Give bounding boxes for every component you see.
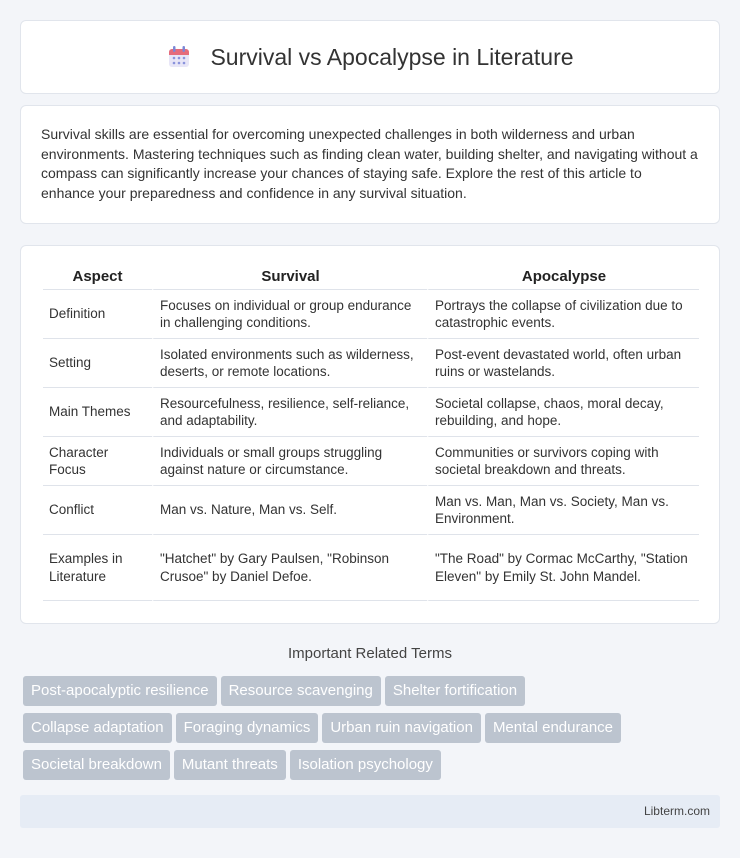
related-term-tag[interactable]: Foraging dynamics xyxy=(176,713,319,743)
footer-site-link[interactable]: Libterm.com xyxy=(643,804,710,818)
calendar-icon xyxy=(166,44,192,70)
survival-cell: Resourcefulness, resilience, self-reliance, and adaptability. xyxy=(152,388,427,437)
related-term-tag[interactable]: Shelter fortification xyxy=(385,676,525,706)
page-title: Survival vs Apocalypse in Literature xyxy=(210,43,574,70)
apocalypse-cell: Societal collapse, chaos, moral decay, rebuilding, and hope. xyxy=(427,388,699,437)
related-term-tag[interactable]: Mutant threats xyxy=(174,750,286,780)
table-row xyxy=(43,339,699,388)
related-term-tag[interactable]: Societal breakdown xyxy=(23,750,170,780)
table-row xyxy=(43,290,699,339)
apocalypse-cell: "The Road" by Cormac McCarthy, "Station Eleven" by Emily St. John Mandel. xyxy=(427,535,699,601)
related-terms-title: Important Related Terms xyxy=(288,645,452,662)
apocalypse-cell: Man vs. Man, Man vs. Society, Man vs. Environment. xyxy=(427,486,699,535)
aspect-cell: Examples in Literature xyxy=(43,535,152,601)
header-survival: Survival xyxy=(152,266,427,290)
header-card xyxy=(20,20,720,94)
aspect-cell: Main Themes xyxy=(43,388,152,437)
related-terms-list xyxy=(23,676,723,787)
apocalypse-cell: Post-event devastated world, often urban ruins or wastelands. xyxy=(427,339,699,388)
table-header-row xyxy=(43,266,699,290)
apocalypse-cell: Communities or survivors coping with societal breakdown and threats. xyxy=(427,437,699,486)
comparison-card xyxy=(20,245,720,624)
related-term-tag[interactable]: Mental endurance xyxy=(485,713,621,743)
related-term-tag[interactable]: Collapse adaptation xyxy=(23,713,172,743)
comparison-table xyxy=(43,266,699,601)
aspect-cell: Character Focus xyxy=(43,437,152,486)
table-row xyxy=(43,535,699,601)
table-row xyxy=(43,437,699,486)
related-term-tag[interactable]: Resource scavenging xyxy=(221,676,381,706)
header-apocalypse: Apocalypse xyxy=(427,266,699,290)
survival-cell: Man vs. Nature, Man vs. Self. xyxy=(152,486,427,535)
aspect-cell: Definition xyxy=(43,290,152,339)
related-term-tag[interactable]: Post-apocalyptic resilience xyxy=(23,676,217,706)
apocalypse-cell: Portrays the collapse of civilization due to catastrophic events. xyxy=(427,290,699,339)
survival-cell: Isolated environments such as wilderness, deserts, or remote locations. xyxy=(152,339,427,388)
related-term-tag[interactable]: Isolation psychology xyxy=(290,750,441,780)
intro-card xyxy=(20,105,720,224)
related-term-tag[interactable]: Urban ruin navigation xyxy=(322,713,481,743)
survival-cell: "Hatchet" by Gary Paulsen, "Robinson Crusoe" by Daniel Defoe. xyxy=(152,535,427,601)
aspect-cell: Setting xyxy=(43,339,152,388)
footer xyxy=(20,795,720,828)
table-row xyxy=(43,388,699,437)
survival-cell: Individuals or small groups struggling against nature or circumstance. xyxy=(152,437,427,486)
survival-cell: Focuses on individual or group endurance in challenging conditions. xyxy=(152,290,427,339)
header-aspect: Aspect xyxy=(43,266,152,290)
intro-text: Survival skills are essential for overcoming unexpected challenges in both wilderness and urban environments. Mastering techniques such as finding clean water, building shelter, and navigating without a compass can significantly increase your chances of staying safe. Explore the rest of this article to enhance your preparedness and confidence in any survival situation. xyxy=(41,126,698,201)
aspect-cell: Conflict xyxy=(43,486,152,535)
table-row xyxy=(43,486,699,535)
